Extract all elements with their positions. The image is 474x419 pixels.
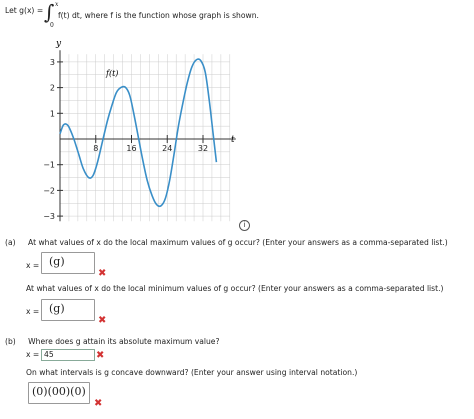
series-line-f [60, 59, 216, 206]
part-a-label: (a) [5, 238, 16, 247]
local-min-answer-field[interactable] [41, 299, 95, 321]
prompt-lead: Let g(x) = [5, 6, 44, 15]
x-tick-label: 32 [197, 144, 209, 153]
function-label: f(t) [106, 69, 119, 78]
part-a-question-max [5, 238, 448, 247]
y-tick-label: 2 [49, 83, 55, 93]
info-icon[interactable]: i [239, 220, 250, 231]
local-max-answer-field[interactable] [41, 252, 95, 274]
y-axis-label: y [56, 39, 62, 49]
y-tick-label: 3 [49, 57, 55, 67]
graph-axes [60, 50, 236, 221]
prompt-rest: where f is the function whose graph is shown. [84, 11, 259, 20]
integral-upper-limit: x [55, 1, 59, 8]
part-b-question-abs-max [5, 337, 220, 346]
x-tick-label: 8 [93, 144, 99, 153]
incorrect-icon: ✖ [96, 350, 105, 361]
y-tick-label: −3 [43, 212, 55, 222]
answer-prefix-min: x = [26, 307, 40, 316]
x-tick-label: 16 [126, 144, 137, 153]
question-local-max: At what values of x do the local maximum values of g occur? (Enter your answers as a comma-separated list.) [28, 238, 448, 247]
part-b-label: (b) [5, 337, 16, 346]
abs-max-answer-field[interactable]: 45 [41, 349, 95, 361]
incorrect-icon: ✖ [98, 268, 107, 279]
local-min-answer-value: (g) [49, 302, 65, 315]
question-local-min: At what values of x do the local minimum values of g occur? (Enter your answers as a comma-separated list.) [26, 284, 444, 293]
integrand: f(t) dt, [58, 11, 83, 20]
y-tick-label: −1 [43, 160, 55, 170]
question-abs-max: Where does g attain its absolute maximum value? [28, 337, 220, 346]
concave-down-answer-value: (0)(00)(0) [32, 385, 86, 398]
local-max-answer-value: (g) [49, 255, 65, 268]
answer-prefix-max: x = [26, 261, 40, 270]
y-tick-label: 1 [49, 109, 55, 119]
answer-prefix-abs-max: x = [26, 350, 40, 359]
graph-grid [60, 54, 230, 221]
incorrect-icon: ✖ [98, 315, 107, 326]
x-axis-label: t [231, 135, 235, 145]
integral-lower-limit: 0 [50, 22, 54, 29]
incorrect-icon: ✖ [94, 398, 103, 409]
question-concave-down: On what intervals is g concave downward? (Enter your answer using interval notation.) [26, 368, 358, 377]
x-tick-label: 24 [162, 144, 173, 153]
integral-sign: ∫ [44, 0, 55, 24]
concave-down-answer-field[interactable] [28, 382, 90, 404]
y-tick-label: −2 [43, 186, 55, 196]
